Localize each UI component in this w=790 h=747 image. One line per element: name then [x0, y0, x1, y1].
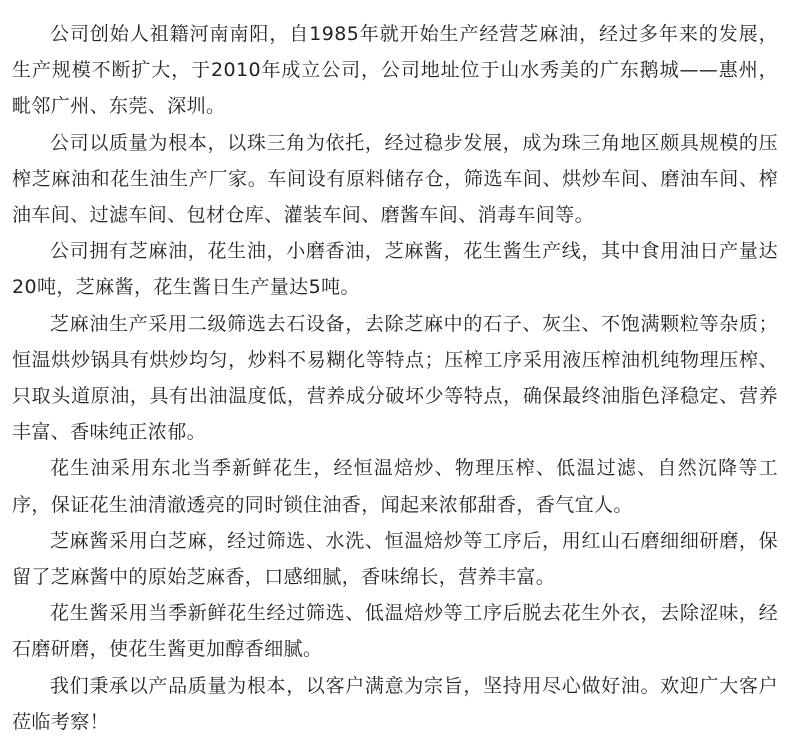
paragraph-peanut-oil-process: 花生油采用东北当季新鲜花生，经恒温焙炒、物理压榨、低温过滤、自然沉降等工序，保证花生油清澈透亮的同时锁住油香，闻起来浓郁甜香，香气宜人。	[12, 457, 778, 516]
paragraph-quality-facilities: 公司以质量为根本，以珠三角为依托，经过稳步发展，成为珠三角地区颇具规模的压榨芝麻油和花生油生产厂家。车间设有原料储存仓，筛选车间、烘炒车间、磨油车间、榨油车间、过滤车间、包材仓库、灌装车间、磨酱车间、消毒车间等。	[12, 131, 778, 227]
paragraph-welcome: 我们秉承以产品质量为根本，以客户满意为宗旨，坚持用尽心做好油。欢迎广大客户莅临考察！	[12, 674, 778, 733]
paragraph-peanut-butter-process: 花生酱采用当季新鲜花生经过筛选、低温焙炒等工序后脱去花生外衣，去除涩味，经石磨研磨，使花生酱更加醇香细腻。	[12, 602, 778, 661]
paragraph-sesame-oil-process: 芝麻油生产采用二级筛选去石设备，去除芝麻中的石子、灰尘、不饱满颗粒等杂质；恒温烘炒锅具有烘炒均匀，炒料不易糊化等特点；压榨工序采用液压榨油机纯物理压榨、只取头道原油，具有出油温度低，营养成分破坏少等特点，确保最终油脂色泽稳定、营养丰富、香味纯正浓郁。	[12, 312, 778, 444]
paragraph-sesame-paste-process: 芝麻酱采用白芝麻，经过筛选、水洗、恒温焙炒等工序后，用红山石磨细细研磨，保留了芝麻酱中的原始芝麻香，口感细腻，香味绵长，营养丰富。	[12, 529, 778, 589]
paragraph-production-lines: 公司拥有芝麻油，花生油，小磨香油，芝麻酱，花生酱生产线，其中食用油日产量达20吨，芝麻酱，花生酱日生产量达5吨。	[12, 240, 778, 299]
paragraph-founding: 公司创始人祖籍河南南阳，自1985年就开始生产经营芝麻油，经过多年来的发展，生产规模不断扩大，于2010年成立公司，公司地址位于山水秀美的广东鹅城——惠州，毗邻广州、东莞、深圳。	[12, 23, 778, 118]
